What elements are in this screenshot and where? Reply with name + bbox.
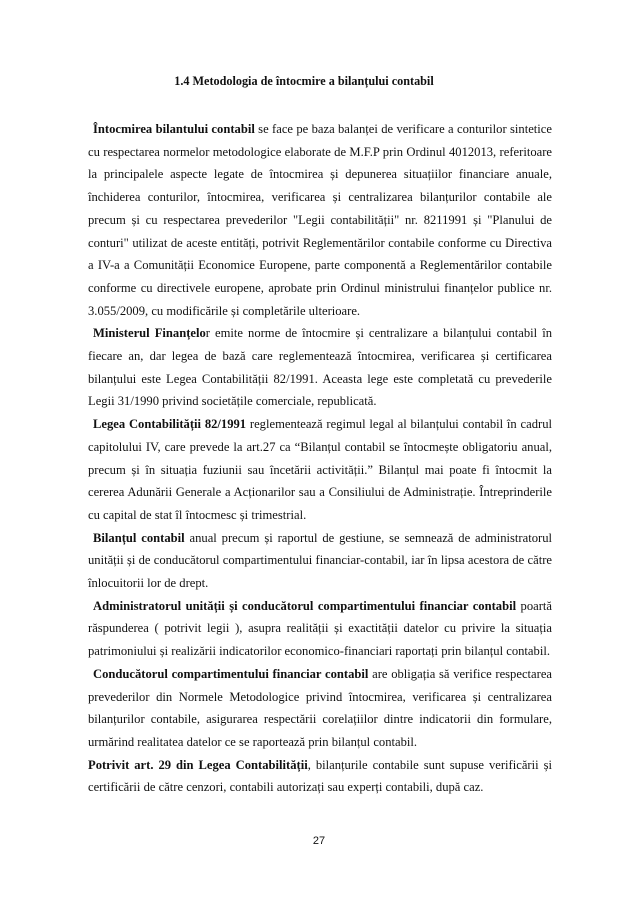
paragraph-text: anual precum și raportul de gestiune, se semnează de administratorul unității și de conducătorul compartimentului financiar-contabil, iar în lipsa acestora de către înlocuitorii lor de drept. [88, 530, 552, 591]
paragraph-text: poartă răspunderea ( potrivit legii ), asupra realității și exactității datelor cu privire la situația patrimoniului și realizării indicatorilor economico-financiari raportați prin bilanțul contabil. [88, 598, 552, 659]
paragraph-lead: Legea Contabilității 82/1991 [93, 417, 247, 432]
paragraph-text: , bilanțurile contabile sunt supuse verificării și certificării de către cenzori, contabili autorizați sau experți contabili, după caz. [88, 757, 552, 795]
paragraph-lead: Potrivit art. 29 din Legea Contabilității [88, 757, 308, 772]
paragraph-lead: Conducătorul compartimentului financiar contabil [93, 666, 369, 681]
paragraph-administratorul [88, 595, 552, 663]
paragraph-text: se face pe baza balanței de verificare a conturilor sintetice cu respectarea normelor metodologice elaborate de M.F.P prin Ordinul 4012013, referitoare la principalele aspecte legate de întocmirea și depunerea situațiilor financiare anuale, închiderea conturilor, întocmirea, verificarea și centralizarea bilanțurilor contabile ale precum și cu respectarea prevederilor "Legii contabilității" nr. 8211991 și "Planului de conturi" utilizat de aceste entități, potrivit Reglementărilor contabile conforme cu Directiva a IV-a a Comunității Economice Europene, parte componentă a Reglementărilor contabile conforme cu directivele europene, aprobate prin Ordinul ministrului finanțelor publice nr. 3.055/2009, cu modificările și completările ulterioare. [88, 122, 552, 318]
paragraph-lead: Bilanțul contabil [93, 530, 185, 545]
paragraph-legea [88, 413, 552, 527]
section-heading: 1.4 Metodologia de întocmire a bilanțului contabil [174, 74, 434, 88]
paragraph-lead: Administratorul unității și conducătorul compartimentului financiar contabil [93, 598, 517, 613]
paragraph-ministerul [88, 322, 552, 413]
paragraph-text: r emite norme de întocmire și centralizare a bilanțului contabil în fiecare an, dar legea de bază care reglementează întocmirea, verificarea și certificarea bilanțului este Legea Contabilității 82/1991. Aceasta lege este completată cu prevederile Legii 31/1990 privind societățile comerciale, republicată. [88, 326, 552, 409]
paragraph-lead: Întocmirea bilantului contabil [93, 122, 255, 136]
paragraph-potrivit [88, 754, 552, 799]
paragraph-intocmirea [88, 118, 552, 322]
paragraph-lead: Ministerul Finanțelo [93, 326, 206, 341]
paragraph-text: reglementează regimul legal al bilanțului contabil în cadrul capitolului IV, care prevede la art.27 ca “Bilanțul contabil se întocmește obligatoriu anual, precum și în situația fuziunii sau încetării activității.” Bilanțul mai poate fi întocmit la cererea Adunării Generale a Acționarilor sau a Consiliului de Administrație. Întreprinderile cu capital de stat îl întocmesc și trimestrial. [88, 417, 552, 522]
paragraph-text: are obligația să verifice respectarea prevederilor din Normele Metodologice privind întocmirea, verificarea și centralizarea bilanțurilor contabile, asigurarea respectării corelațiilor dintre indicatorii din formulare, urmărind realitatea datelor ce se raportează prin bilanțul contabil. [88, 666, 552, 749]
paragraph-bilantul [88, 527, 552, 595]
document-body [88, 118, 552, 799]
page-number: 27 [312, 835, 326, 847]
paragraph-conducatorul [88, 663, 552, 754]
